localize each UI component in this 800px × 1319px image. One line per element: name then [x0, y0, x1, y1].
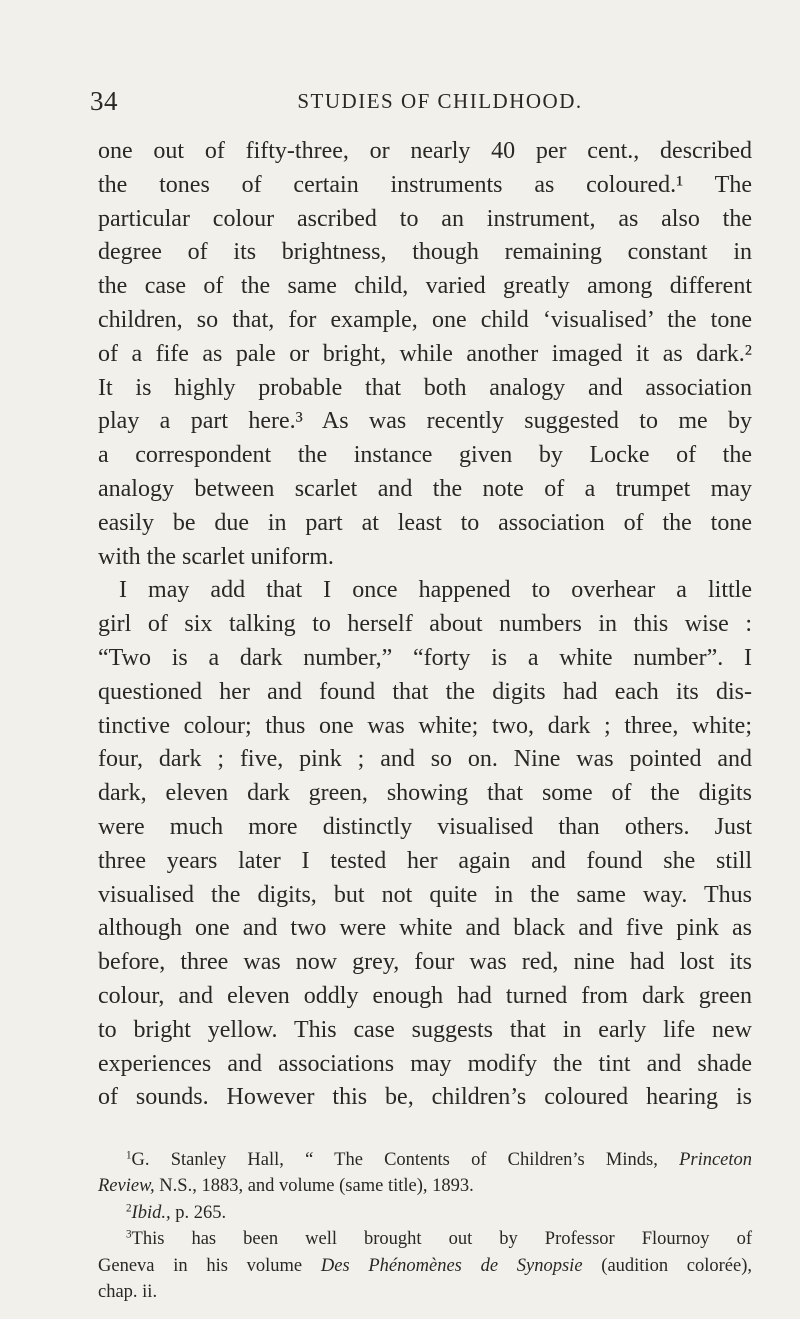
footnote-marker: 3 — [126, 1228, 132, 1241]
body-line: “Two is a dark number,” “forty is a white number”. I — [98, 644, 752, 671]
body-line: the case of the same child, varied greatly among different — [98, 273, 752, 300]
footnotes — [98, 1147, 752, 1305]
body-line: girl of six talking to herself about numbers in this wise : — [98, 611, 752, 638]
body-line: questioned her and found that the digits had each its dis- — [98, 678, 752, 705]
body-line: before, three was now grey, four was red, nine had lost its — [98, 949, 752, 976]
footnote-2: $^2$Ibid., p. 265. — [126, 1202, 227, 1223]
body-line: although one and two were white and black and five pink as — [98, 915, 752, 942]
footnote-3-cont: Geneva in his volume Des Phénomènes de Synopsie (audition colorée), — [98, 1255, 753, 1276]
page-number: 34 — [90, 86, 118, 116]
footnote-3: $^3$This has been well brought out by Professor Flournoy of — [126, 1228, 752, 1250]
body-line: the tones of certain instruments as coloured.¹ The — [98, 171, 752, 198]
body-line: dark, eleven dark green, showing that some of the digits — [98, 780, 752, 807]
page-header — [90, 86, 750, 126]
body-line: three years later I tested her again and found she still — [98, 847, 752, 874]
body-line: tinctive colour; thus one was white; two, dark ; three, white; — [98, 712, 752, 739]
body-line: a correspondent the instance given by Locke of the — [98, 442, 752, 469]
body-text — [98, 135, 752, 1115]
body-line: of a fife as pale or bright, while another imaged it as dark.² — [98, 340, 752, 367]
body-line: analogy between scarlet and the note of a trumpet may — [98, 475, 752, 502]
body-line: degree of its brightness, though remaining constant in — [98, 239, 752, 266]
footnote-marker: 2 — [126, 1202, 132, 1215]
body-line: experiences and associations may modify the tint and shade — [98, 1050, 752, 1077]
body-line: were much more distinctly visualised than others. Just — [98, 813, 752, 840]
body-line: four, dark ; five, pink ; and so on. Nine was pointed and — [98, 746, 752, 773]
footnote-marker: 1 — [126, 1149, 132, 1162]
footnote-3-end: chap. ii. — [98, 1282, 158, 1303]
body-line: I may add that I once happened to overhear a little — [119, 577, 752, 604]
body-line: one out of fifty-three, or nearly 40 per cent., described — [98, 138, 752, 164]
running-title: STUDIES OF CHILDHOOD. — [297, 89, 583, 113]
body-line: easily be due in part at least to association of the tone — [98, 509, 752, 536]
body-line: visualised the digits, but not quite in the same way. Thus — [98, 881, 752, 908]
body-line: colour, and eleven oddly enough had turned from dark green — [98, 982, 752, 1009]
footnote-1-cont: Review, N.S., 1883, and volume (same title), 1893. — [98, 1176, 474, 1197]
body-line: of sounds. However this be, children’s coloured hearing is — [98, 1084, 752, 1111]
body-line: with the scarlet uniform. — [98, 543, 334, 570]
body-line: to bright yellow. This case suggests that in early life new — [98, 1016, 752, 1043]
footnote-1: $^1$G. Stanley Hall, “ The Contents of Children’s Minds, Princeton — [126, 1149, 753, 1170]
body-line: It is highly probable that both analogy and association — [98, 374, 752, 401]
body-line: play a part here.³ As was recently suggested to me by — [98, 408, 752, 435]
body-line: particular colour ascribed to an instrument, as also the — [98, 205, 752, 232]
body-line: children, so that, for example, one child ‘visualised’ the tone — [98, 306, 752, 333]
